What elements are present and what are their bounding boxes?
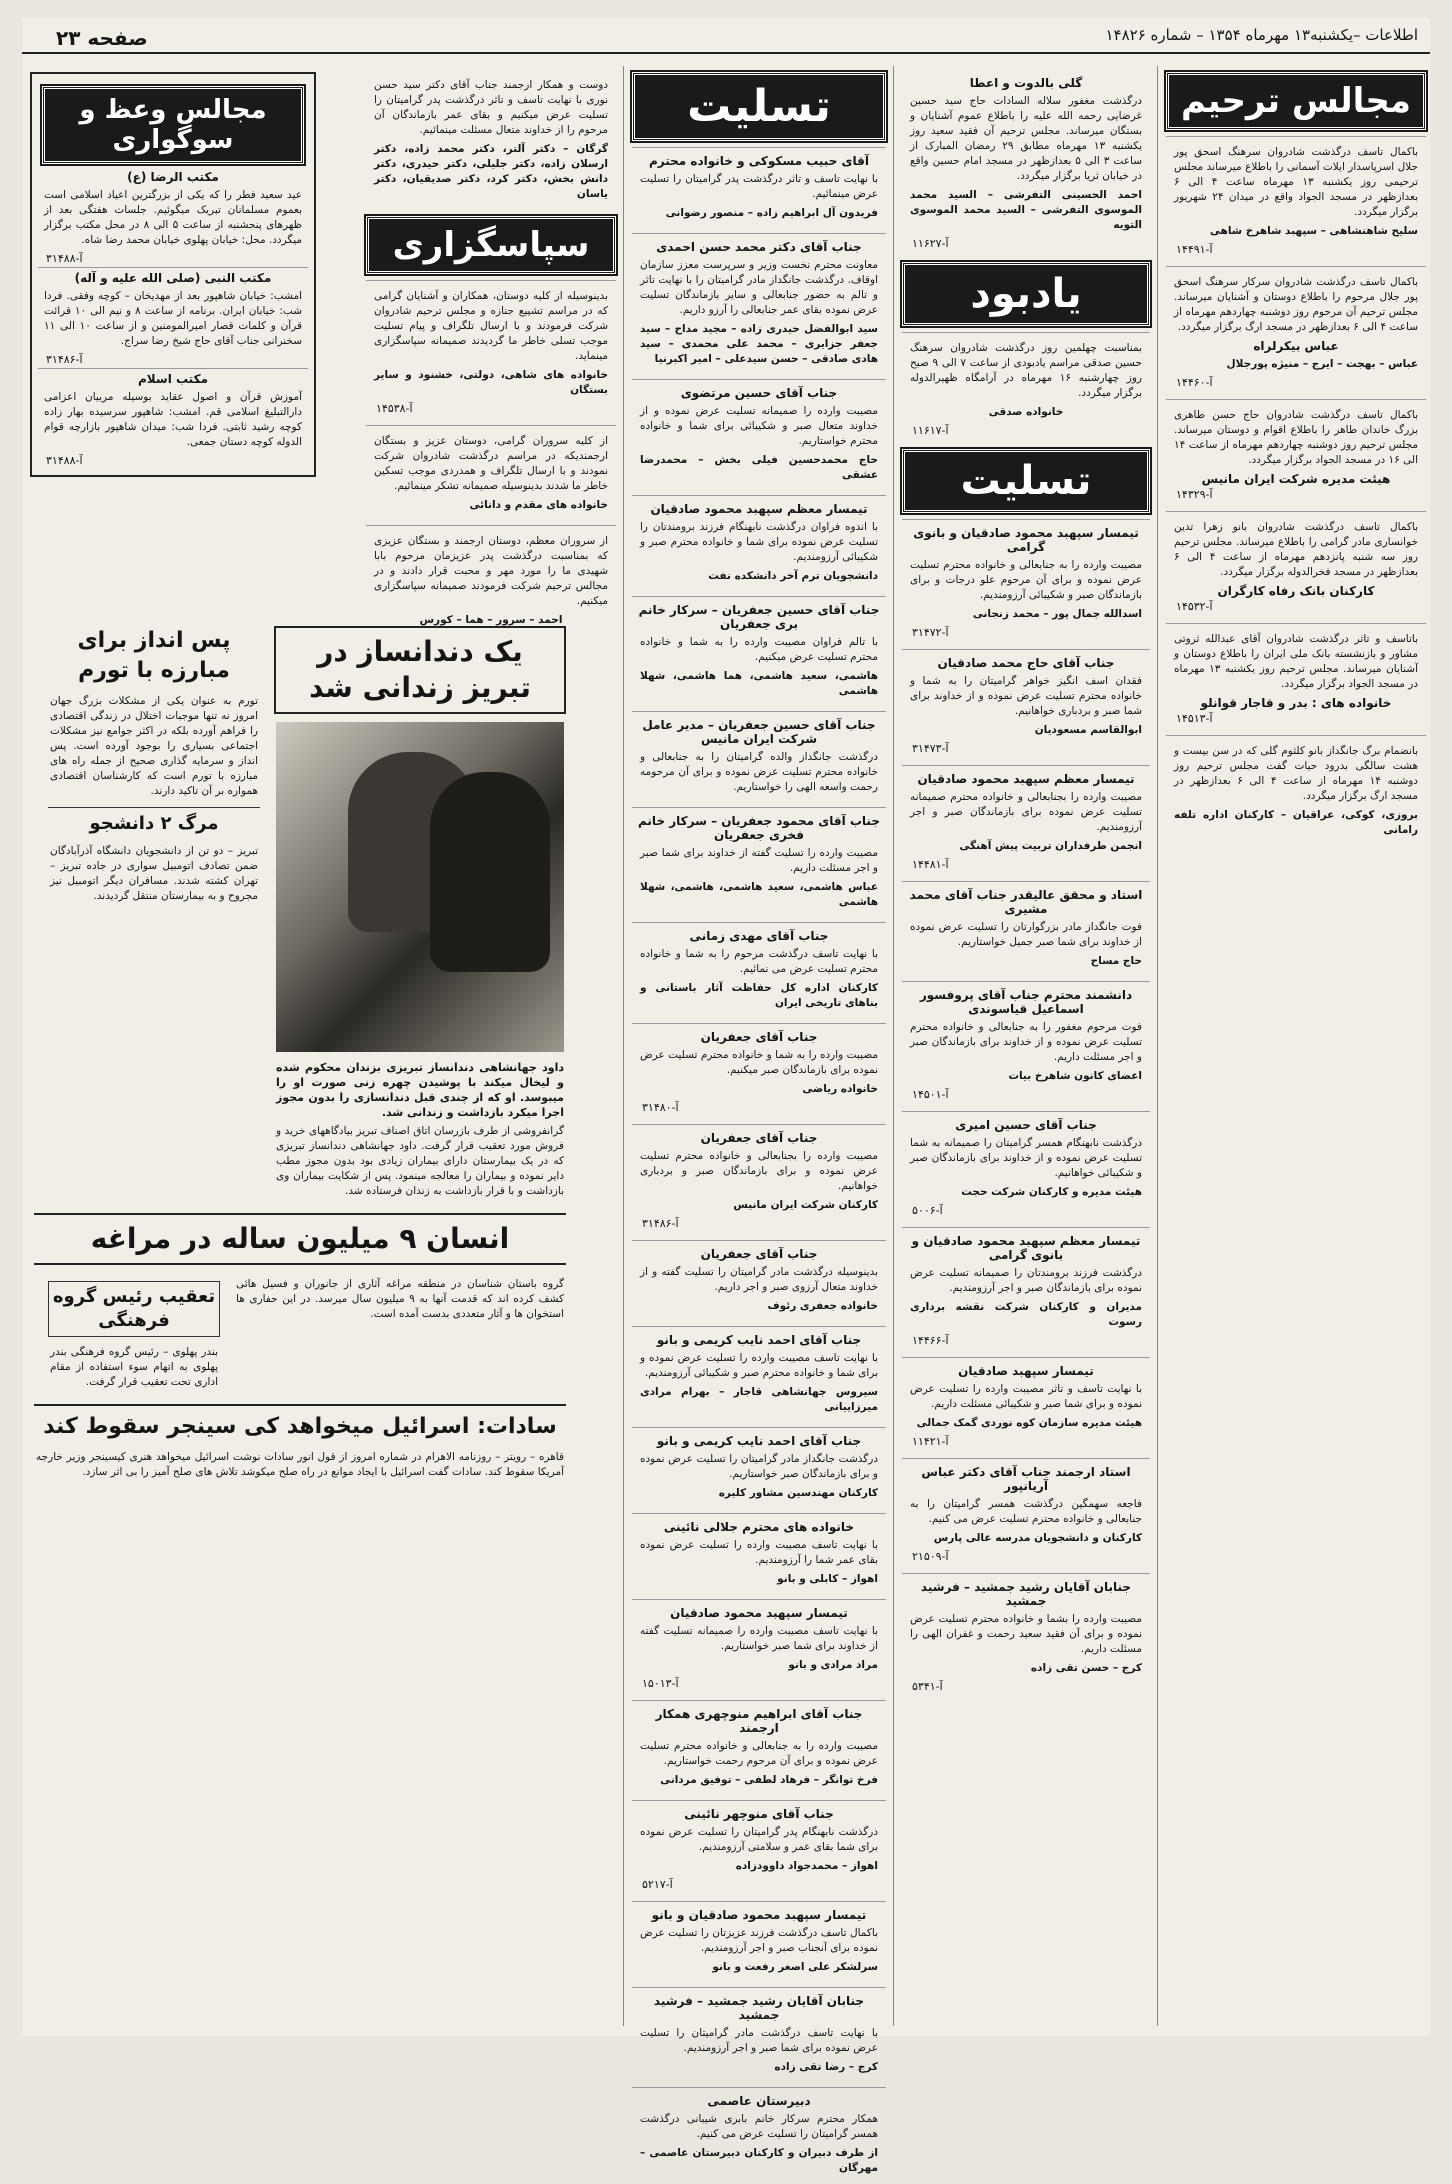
- notice-signature: گرگان – دکتر آلتر، دکتر محمد زاده، دکتر ارسلان زاده، دکتر جلیلی، دکتر حیدری، دکتر دانش بخش، دکتر کرد، دکتر صدیقیان، دکتر یاسان: [374, 143, 608, 200]
- notice-signature: اهواز – محمدجواد داوودزاده: [735, 1860, 878, 1872]
- notice-code: آ-۵۲۱۷: [642, 1878, 673, 1891]
- notice-title: جناب آقای ابراهیم منوچهری همکار ارجمند: [655, 1707, 863, 1735]
- notice-signature: سلیح شاهنشاهی – سپهبد شاهرخ شاهی: [1209, 225, 1418, 237]
- obituary-notice: [1166, 399, 1426, 507]
- notice-title: تیمسار معظم سپهبد محمود صادقیان: [650, 502, 868, 516]
- notice-signature: کارکنان شرکت ایران مانیس: [733, 1199, 878, 1211]
- notice-signature: سرلشکر علی اصغر رفعت و بانو: [712, 1961, 878, 1973]
- notice-text: درگذشت جانگداز والده گرامیتان را به جنابعالی و خانواده محترم تسلیت عرض نموده و برای آن مرحومه رحمت واسعه الهی را خواستاریم.: [640, 751, 878, 793]
- notice-signature: دانشجویان ترم آخر دانشکده نفت: [708, 570, 878, 582]
- notice-text: درگذشت فرزند برومندتان را صمیمانه تسلیت عرض نموده برای بازماندگان صبر و اجر آرزومندیم.: [910, 1267, 1142, 1294]
- condolence-notice: [632, 922, 886, 1019]
- notice-signature: عباس – بهجت – ایرج – منیژه پورجلال: [1226, 358, 1418, 370]
- section-banner-sepasgozari: سپاسگزاری: [366, 216, 616, 274]
- notice-signature: سید ابوالفضل حیدری زاده – مجید مداح – سید جعفر جزایری – محمد علی محمدی – سید هادی صادقی – حسن سیدعلی – امیر اکبرنیا: [640, 323, 878, 365]
- section-banner-sermons: مجالس وعظ و سوگواری: [42, 86, 304, 164]
- column-sermons: [30, 66, 550, 606]
- header-rule: [22, 52, 1430, 54]
- sermons-box: [30, 72, 316, 477]
- notice-code: آ-۲۱۵۰۹: [912, 1550, 949, 1563]
- condolence-notice: [632, 1800, 886, 1897]
- notice-title: عباس بیکرلراه: [1253, 339, 1339, 353]
- notice-code: آ-۱۴۴۹۱: [1176, 243, 1213, 256]
- notice-signature: حاج محمدحسین فیلی بخش – محمدرضا عشقی: [640, 454, 878, 481]
- notice-text: درگذشت نابهنگام همسر گرامیتان را صمیمانه به شما تسلیت عرض نموده و از خداوند برای بازماندگان صبر و شکیبائی خواهانیم.: [910, 1137, 1142, 1179]
- notice-text: مصیبت وارده را تسلیت گفته از خداوند برای شما صبر و اجر مسئلت داریم.: [640, 847, 878, 874]
- notice-title: خانواده های محترم جلالی نائینی: [663, 1520, 855, 1534]
- notice-text: بمناسبت چهلمین روز درگذشت شادروان سرهنگ حسین صدقی مراسم یادبودی از ساعت ۷ الی ۹ صبح روز چهارشنبه ۱۶ مهرماه در آرامگاه ظهیرالدوله برگزار میگردد.: [910, 342, 1143, 399]
- notice-text: با نهایت تاسف مصیبت وارده را صمیمانه تسلیت گفته از خداوند برای شما صبر خواستاریم.: [640, 1625, 878, 1652]
- notice-text: بانضمام برگ جانگداز بانو کلثوم گلی که در سن بیست و هشت سالگی بدرود حیات گفت مجلس ترحیم روز دوشنبه ۱۴ مهرماه از ساعت ۴ الی ۶ بعدازظهر در مسجد ارگ برگزار میگردد.: [1174, 745, 1418, 802]
- notice-text: فاجعه سهمگین درگذشت همسر گرامیتان را به جنابعالی و خانواده محترم تسلیت عرض می کنیم.: [910, 1498, 1142, 1525]
- notice-code: آ-۳۱۴۷۳: [912, 742, 949, 755]
- notice-signature: انجمن طرفداران تربیت پیش آهنگی: [959, 840, 1142, 852]
- notice-text: مصیبت وارده را به شما و خانواده محترم تسلیت عرض نموده برای بازماندگان صبر میکنیم.: [640, 1049, 878, 1076]
- story-text: بندر پهلوی – رئیس گروه فرهنگی بندر پهلوی به اتهام سوء استفاده از مقام اداری تحت تعقیب قرار گرفت.: [50, 1346, 218, 1388]
- notice-signature: عباس هاشمی، سعید هاشمی، هاشمی، شهلا هاشمی: [640, 881, 878, 908]
- notice-code: آ-۳۱۴۸۶: [46, 353, 83, 366]
- story-text: گروه باستان شناسان در منطقه مراغه آثاری از جانوران و فسیل هائی کشف کرده اند که قدمت آنها به ۹ میلیون سال میرسد. در این حفاری ها استخوان ها و آثار متعددی بدست آمده است.: [236, 1278, 564, 1320]
- notice-signature: فرخ توانگر – فرهاد لطفی – توفیق مردانی: [660, 1774, 878, 1786]
- notice-text: امشب: خیابان شاهپور بعد از مهدیخان – کوچه وفقی. فردا شب: خیابان ایران. برنامه از ساعت ۸ و نیم الی ۱۰ قرائت قرآن و کلمات قصار امیرالمومنین و از ساعت ۱۰ الی ۱۱ سخنرانی جناب آقای حاج شیخ رضا سراج.: [44, 290, 303, 347]
- condolence-notice: [632, 1901, 886, 1983]
- notice-text: با نهایت تاسف درگذشت مرحوم را به شما و خانواده محترم تسلیت عرض می نمائیم.: [640, 948, 878, 975]
- notice-signature: خانواده های مقدم و دانائی: [469, 499, 608, 511]
- condolence-notice: [632, 2087, 886, 2184]
- notice-title: جناب آقای جعفریان: [700, 1247, 818, 1261]
- notice-title: جناب آقای حسین جعفریان – مدیر عامل شرکت ایران مانیس: [642, 718, 876, 746]
- condolence-notice: [632, 1326, 886, 1423]
- condolence-notice: [632, 711, 886, 803]
- notice-title: خانواده های : بدر و قاجار قوانلو: [1200, 696, 1392, 710]
- condolence-notice: [632, 1124, 886, 1236]
- news-row-top: [30, 618, 570, 1203]
- notice-title: تیمسار سپهبد محمود صادقیان و بانوی گرامی: [913, 526, 1139, 554]
- condolence-notice: [632, 1513, 886, 1595]
- notice-title: استاد ارجمند جناب آقای دکتر عباس آریانپور: [921, 1465, 1131, 1493]
- notice-title: جناب آقای منوچهر نائینی: [684, 1807, 834, 1821]
- notice-text: با نهایت تاسف و تاثر درگذشت پدر گرامیتان را تسلیت عرض مینمائیم.: [640, 173, 878, 200]
- notice-title: استاد و محقق عالیقدر جناب آقای محمد مشیری: [909, 888, 1143, 916]
- obituary-notice: [1166, 136, 1426, 262]
- news-area: [30, 618, 570, 2026]
- column-condolences-3: [628, 66, 890, 2174]
- notice-text: باکمال تاسف درگذشت فرزند عزیزتان را تسلیت عرض نموده برای آنجناب صبر و اجر آرزومندیم.: [640, 1927, 878, 1954]
- condolence-notice: [902, 1458, 1150, 1569]
- obituary-notice: [1166, 511, 1426, 619]
- notice-signature: سیروس جهانشاهی قاجار – بهرام مرادی میرزاییانی: [640, 1386, 878, 1413]
- condolence-notice: [632, 495, 886, 592]
- condolence-notice: [632, 1599, 886, 1696]
- notice-signature: کرج – رضا تقی زاده: [774, 2061, 878, 2073]
- obituary-notice: [1166, 735, 1426, 846]
- section-banner-taslit: تسلیت: [902, 449, 1150, 513]
- column-divider: [893, 66, 894, 2026]
- notice-signature: هیئت مدیره سازمان کوه نوردی گمک جمالی: [916, 1417, 1142, 1429]
- notice-title: مکتب اسلام: [38, 368, 308, 386]
- news-photo: [276, 722, 564, 1052]
- culture-story: [44, 1273, 224, 1394]
- notice-code: آ-۳۱۴۸۰: [642, 1101, 679, 1114]
- inflation-story: [44, 618, 264, 1203]
- headline-sadat: سادات: اسرائیل میخواهد کی سینجر سقوط کند: [34, 1404, 566, 1442]
- notice-text: مصیبت وارده را به جنابعالی و خانواده محترم تسلیت عرض نموده و برای آن مرحوم علو درجات و برای بازماندگان صبر و شکیبائی آرزومندیم.: [910, 559, 1142, 601]
- condolence-notice: [632, 147, 886, 229]
- obituary-notice: [902, 70, 1150, 256]
- notice-text: با نهایت تاسف و تاثر مصیبت وارده را تسلیت عرض نموده و برای شما صبر و شکیبائی مسئلت داریم.: [910, 1383, 1142, 1410]
- column-obituaries: [1162, 66, 1430, 2026]
- notice-title: آقای حبیب مسکوکی و خانواده محترم: [648, 154, 869, 168]
- notice-text: باتاسف و تاثر درگذشت شادروان آقای عبدالله ثروتی مشاور و بازنشسته بانک ملی ایران را باطلاع دوستان و آشنایان میرساند. مجلس ترحیم روز یکشنبه ۱۳ مهرماه در مسجد الجواد برگزار میگردد.: [1174, 633, 1418, 690]
- notice-signature: خانواده های شاهی، دولتی، خشنود و سایر بستگان: [374, 369, 608, 396]
- notice-signature: اعضای کانون شاهرخ بیات: [1008, 1070, 1142, 1082]
- section-banner-yadbud: یادبود: [902, 262, 1150, 326]
- notice-code: آ-۱۴۵۳۲: [1176, 600, 1213, 613]
- notice-signature: کارکنان اداره کل حفاظت آثار باستانی و بناهای تاریخی ایران: [640, 982, 878, 1009]
- notice-code: آ-۱۴۵۱۳: [1176, 712, 1213, 725]
- notice-signature: خانواده جعفری رئوف: [767, 1300, 878, 1312]
- notice-signature: مراد مرادی و بانو: [788, 1659, 878, 1671]
- condolence-notice: [632, 233, 886, 375]
- notice-code: آ-۱۴۴۸۱: [912, 858, 949, 871]
- notice-text: مصیبت وارده را بجنابعالی و خانواده محترم تسلیت عرض نموده و برای بازماندگان صبر و بردباری خواهانیم.: [640, 1150, 878, 1192]
- notice-title: جناب آقای دکتر محمد حسن احمدی: [656, 240, 862, 254]
- notice-title: کارکنان بانک رفاه کارگران: [1217, 584, 1375, 598]
- notice-text: مصیبت وارده را بشما و خانواده محترم تسلیت عرض نموده و برای آن فقید سعید رحمت و غفران الهی را مسئلت داریم.: [910, 1613, 1142, 1655]
- notice-text: از کلیه سروران گرامی، دوستان عزیز و بستگان ارجمندیکه در مراسم درگذشت شادروان شرکت نمودند و با ارسال تلگراف و همدردی موجب تسکین خاطر ما شدند بدینوسیله صمیمانه تشکر مینمائیم.: [374, 435, 608, 492]
- notice-code: آ-۱۴۵۳۸: [376, 402, 413, 415]
- column-condolences-2: [898, 66, 1154, 2026]
- notice-signature: هیئت مدیره و کارکنان شرکت حجت: [961, 1186, 1142, 1198]
- notice-text: باکمال تاسف درگذشت شادروان سرکار سرهنگ اسحق پور جلال مرحوم را باطلاع دوستان و آشنایان میرساند. مجلس ترحیم آن مرحوم روز دوشنبه چهاردهم مهرماه از ساعت ۴ الی ۶ بعدازظهر در مسجد ارگ برگزار میگردد.: [1174, 276, 1418, 333]
- condolence-notice: [902, 1227, 1150, 1353]
- condolence-notice: [902, 881, 1150, 977]
- notice-text: همکار محترم سرکار خانم بابری شیبانی درگذشت همسر گرامیتان را تسلیت عرض می کنیم.: [640, 2113, 878, 2140]
- notice-signature: کارکنان و دانشجویان مدرسه عالی پارس: [933, 1532, 1142, 1544]
- column-divider: [623, 66, 624, 2026]
- notice-code: آ-۱۱۶۲۷: [912, 237, 949, 250]
- notice-signature: ابوالقاسم مسعودیان: [1034, 724, 1142, 736]
- condolence-notice: [632, 1700, 886, 1796]
- notice-text: آموزش قرآن و اصول عقاید بوسیله مربیان اعزامی دارالتبلیغ اسلامی قم. امشب: شاهپور سرسیده بهار زاده کوچه رشید ثابتی. فردا شب: میدان شاهپور بازارچه قوام الدوله کوچه دستان جمعی.: [44, 391, 302, 448]
- notice-text: مصیبت وارده را صمیمانه تسلیت عرض نموده و از خداوند متعال صبر و شکیبائی برای شما و خانواده محترم خواستاریم.: [640, 405, 878, 447]
- headline-maragheh: انسان ۹ میلیون ساله در مراغه: [34, 1213, 566, 1265]
- notice-text: از سروران معظم، دوستان ارجمند و بستگان عزیزی که بمناسبت درگذشت پدر عزیزمان مرحوم بابا شهیدی ما را مورد مهر و محبت قرار دادند و در مجالس ترحیم شرکت فرمودند صمیمانه سپاسگزاری میکنیم.: [374, 535, 608, 607]
- notice-title: جنابان آقایان رشید جمشید – فرشید جمشید: [920, 1580, 1132, 1608]
- notice-signature: مدیران و کارکنان شرکت نقشه برداری رسوت: [910, 1301, 1142, 1328]
- condolence-notice: [902, 981, 1150, 1107]
- notice-text: باکمال تاسف درگذشت شادروان حاج حسن طاهری بزرگ خاندان طاهر را باطلاع اقوام و دوستان میرساند. مجلس ترحیم روز دوشنبه چهاردهم مهرماه از ساعت ۱۴ الی ۱۶ در مسجد الجواد برگزار میگردد.: [1174, 409, 1418, 466]
- notice-text: درگذشت مغفور سلاله السادات حاج سید حسین غرضایی رحمه الله علیه را باطلاع عموم آشنایان و بستگان میرساند. مجلس ترحیم آن فقید سعید روز یکشنبه ۱۳ مهرماه مطابق ۲۹ رمضان المبارک از ساعت ۳ الی ۵ بعدازظهر در مسجد امام حسین واقع در خیابان ثریا برگزار میگردد.: [910, 95, 1142, 182]
- notice-title: تیمسار سپهبد محمود صادقیان و بانو: [651, 1908, 867, 1922]
- notice-text: بدینوسیله درگذشت مادر گرامیتان را تسلیت گفته و از خداوند متعال آرزوی صبر و اجر داریم.: [640, 1266, 878, 1293]
- obituary-notice: [1166, 266, 1426, 395]
- notice-text: فوت مرحوم مغفور را به جنابعالی و خانواده محترم تسلیت عرض نموده و از خداوند برای بازماندگان صبر و اجر مسئلت داریم.: [910, 1021, 1142, 1063]
- notice-title: دبیرستان عاصمی: [707, 2094, 811, 2108]
- newspaper-page: [22, 18, 1430, 2174]
- notice-text: مصیبت وارده را بجنابعالی و خانواده محترم صمیمانه تسلیت عرض نموده برای بازماندگان صبر و اجر آرزومندیم.: [910, 791, 1142, 833]
- notice-text: درگذشت نابهنگام پدر گرامیتان را تسلیت عرض نموده برای شما بقای عمر و سلامتی آرزومندیم.: [640, 1826, 878, 1853]
- notice-signature: حاج مساح: [1090, 955, 1142, 967]
- story-text: گرانفروشی از طرف بازرسان اتاق اصناف تبریز بیادگاههای خرید و فروش مورد تعقیب قرار گرفت. داود جهانشاهی دندانساز تبریزی که در یک بیمارستان دارای بیماران زیادی بود بدون مجوز مطب دایر نموده و بیماران را معالجه مینمود. پس از شکایت بیماران وی بازداشت و با قرار بازداشت به زندان فرستاده شد.: [276, 1125, 564, 1197]
- story-text: تورم به عنوان یکی از مشکلات بزرگ جهان امروز نه تنها موجبات اختلال در زندگی اقتصادی را فراهم آورده بلکه در اکثر جوامع نیز مشکلات اجتماعی بسیاری را بوجود آورده است. پس انداز و سرمایه گذاری صحیح از جمله راه های مبارزه با تورم است که کارشناسان اقتصادی همواره بر آن تاکید دارند.: [50, 695, 258, 797]
- notice-title: جناب آقای احمد نایب کریمی و بانو: [656, 1434, 862, 1448]
- notice-signature: هاشمی، سعید هاشمی، هما هاشمی، شهلا هاشمی: [640, 670, 878, 697]
- headline-inflation: پس انداز برای مبارزه با تورم: [77, 628, 231, 683]
- notice-signature: اهواز – کابلی و بانو: [777, 1573, 878, 1585]
- notice-text: باکمال تاسف درگذشت شادروان سرهنگ اسحق پور جلال اسرپاسدار ایلات آسمانی را باطلاع میرساند مجلس ترحیمی روز یکشنبه ۱۳ مهرماه ساعت ۴ الی ۶ بعدازظهر در مسجد الجواد واقع در میدان ۲۴ شهریور برگزار میگردد.: [1174, 146, 1419, 218]
- notice-title: جناب آقای محمود جعفریان – سرکار خانم فخری جعفریان: [638, 814, 880, 842]
- notice-code: آ-۱۱۶۱۷: [912, 424, 949, 437]
- condolence-notice: [902, 1357, 1150, 1454]
- notice-title: جناب آقای احمد نایب کریمی و بانو: [656, 1333, 862, 1347]
- condolence-notice: [902, 649, 1150, 761]
- notice-title: جناب آقای حسین جعفریان – سرکار خانم بری جعفریان: [638, 603, 880, 631]
- notice-title: جنابان آقایان رشید جمشید – فرشید جمشید: [653, 1994, 865, 2022]
- notice-code: آ-۳۱۴۸۸: [46, 454, 83, 467]
- condolence-notice: [902, 519, 1150, 645]
- memorial-notice: [902, 332, 1150, 443]
- notice-text: معاونت محترم نخست وزیر و سرپرست معزز سازمان اوقاف. درگذشت جانگداز مادر گرامیتان را با نهایت تاثر و تالم به حضور جنابعالی و سایر بازماندگان تسلیت عرض نموده بقای عمر جنابعالی را آرزو داریم.: [640, 259, 878, 316]
- notice-code: آ-۳۱۴۸۶: [642, 1217, 679, 1230]
- notice-text: درگذشت جانگداز مادر گرامیتان را تسلیت عرض نموده و برای بازماندگان صبر خواستاریم.: [640, 1453, 878, 1480]
- headline-dentist: یک دندانساز در تبریز زندانی شد: [274, 626, 566, 714]
- notice-text: با نهایت تاسف مصیبت وارده را تسلیت عرض نموده و برای شما و خانواده محترم صبر و شکیبائی آرزومندیم.: [640, 1352, 878, 1379]
- notice-text: با نهایت تاسف درگذشت مادر گرامیتان را تسلیت عرض نموده برای شما صبر و اجر آرزومندیم.: [640, 2027, 878, 2054]
- maragheh-story: [230, 1273, 570, 1394]
- notice-title: جناب آقای جعفریان: [700, 1030, 818, 1044]
- notice-signature: احمد – سرور – هما – کورس: [419, 614, 563, 626]
- condolence-notice: [632, 807, 886, 918]
- notice-title: تیمسار معظم سپهبد محمود صادقیان و بانوی گرامی: [911, 1234, 1141, 1262]
- notice-text: فقدان اسف انگیز خواهر گرامیتان را به شما و خانواده محترم تسلیت عرض نموده و از خداوند برای شما صبر و بردباری خواهانیم.: [910, 675, 1142, 717]
- notice-code: آ-۳۱۴۷۲: [912, 626, 949, 639]
- notice-code: آ-۱۴۳۲۹: [1176, 488, 1213, 501]
- story-text: تبریز – دو تن از دانشجویان دانشگاه آذرآبادگان ضمن تصادف اتومبیل سواری در جاده تبریز – تهران کشته شدند. مسافران دیگر اتومبیل نیز مجروح و به بیمارستان منتقل گردیدند.: [50, 845, 258, 902]
- notice-code: آ-۱۵۰۱۳: [642, 1677, 679, 1690]
- notice-title: گلی بالدوت و اعطا: [969, 76, 1083, 90]
- notice-title: مکتب الرضا (ع): [127, 170, 219, 184]
- condolence-notice: [632, 596, 886, 707]
- notice-code: آ-۱۴۴۶۶: [912, 1334, 949, 1347]
- notice-signature: فریدون آل ابراهیم زاده – منصور رضوانی: [665, 207, 878, 219]
- obituary-notice: [1166, 623, 1426, 731]
- header-page-number: صفحه ۲۳: [56, 26, 148, 50]
- notice-code: آ-۱۴۵۰۱: [912, 1088, 949, 1101]
- notice-title: تیمسار سپهبد صادقیان: [958, 1364, 1094, 1378]
- story-text: قاهره – رویتر – روزنامه الاهرام در شماره امروز از قول انور سادات نوشت اسرائیل میخواهد هنری کیسینجر وزیر خارجه آمریکا سقوط کند. سادات گفت اسرائیل با ایجاد موانع در راه صلح میکوشد تلاش های صلح آمیز را بی اثر سازد.: [36, 1451, 564, 1478]
- notice-title: مکتب النبی (صلی الله علیه و آله): [38, 267, 308, 285]
- notice-text: بدینوسیله از کلیه دوستان، همکاران و آشنایان گرامی که در مراسم تشییع جنازه و مجلس ترحیم شادروان شرکت فرمودند و با ارسال تلگراف و پیام تسلیت موجب تسلی خاطر ما گردیدند صمیمانه سپاسگزاری مینماید.: [374, 290, 608, 362]
- news-row-bottom: [30, 1273, 570, 1394]
- notice-text: دوست و همکار ارجمند جناب آقای دکتر سید حسن نوری با نهایت تاسف و تاثر درگذشت پدر گرامیتان را تسلیت عرض میکنیم و بقای عمر بازماندگان آن مرحوم را از خداوند متعال مسئلت مینمائیم.: [374, 79, 608, 136]
- notice-text: با اندوه فراوان درگذشت نابهنگام فرزند برومندتان را تسلیت عرض نموده برای شما و خانواده محترم صبر و شکیبائی آرزومندیم.: [640, 521, 878, 563]
- condolence-notice: [632, 1023, 886, 1120]
- notice-signature: کارکنان مهندسین مشاور کلیره: [718, 1487, 878, 1499]
- header-issue-info: اطلاعات –یکشنبه۱۳ مهرماه ۱۳۵۴ – شماره ۱۴۸۲۶: [1105, 26, 1418, 44]
- notice-code: آ-۱۴۴۶۰: [1176, 376, 1213, 389]
- condolence-notice: [632, 379, 886, 491]
- notice-title: جناب آقای مهدی زمانی: [689, 929, 829, 943]
- headline-culture: تعقیب رئیس گروه فرهنگی: [48, 1281, 220, 1337]
- condolence-notice: [902, 1111, 1150, 1223]
- notice-signature: خانواده صدقی: [988, 406, 1064, 418]
- notice-title: جناب آقای حسین امیری: [955, 1118, 1097, 1132]
- condolence-notice: [902, 1573, 1150, 1699]
- notice-text: با نهایت تاسف مصیبت وارده را تسلیت عرض نموده بقای عمر شما را آرزومندیم.: [640, 1539, 878, 1566]
- condolence-notice: [632, 1240, 886, 1322]
- notice-title: جناب آقای حسین مرتضوی: [680, 386, 838, 400]
- notice-signature: اسدالله جمال پور – محمد زنجانی: [972, 608, 1142, 620]
- condolence-notice: [632, 1987, 886, 2083]
- section-banner-tarhim: مجالس ترحیم: [1166, 72, 1426, 130]
- dentist-story: [270, 618, 570, 1203]
- condolence-notice: [632, 1427, 886, 1509]
- notice-text: فوت جانگداز مادر بزرگوارتان را تسلیت عرض نموده از خداوند برای شما صبر جمیل خواستاریم.: [910, 921, 1142, 948]
- notice-title: تیمسار سپهبد محمود صادقیان: [670, 1606, 848, 1620]
- notice-signature: احمد الحسینی التفرشی – السید محمد الموسوی التفرشی – السید محمد الموسوی التویه: [910, 189, 1142, 231]
- notice-title: دانشمند محترم جناب آقای پروفسور اسماعیل قیاسوندی: [919, 988, 1133, 1016]
- notice-text: باکمال تاسف درگذشت شادروان بانو زهرا تدین خوانساری مادر گرامی را باطلاع میرساند. مجلس ترحیم روز سه شنبه پانزدهم مهرماه از ساعت ۴ الی ۶ بعدازظهر در مسجد فخرالدوله برگزار میگردد.: [1174, 521, 1419, 578]
- notice-text: عید سعید فطر را که یکی از بزرگترین اعیاد اسلامی است بعموم مسلمانان تبریک میگوئیم. جلسات هفتگی بعد از ظهرهای پنجشنبه از ساعت ۵ الی ۸ در محل مکتب برگزار میگردد. محل: خیابان پهلوی خیابان محمد رضا شاه.: [44, 189, 303, 246]
- notice-signature: از طرف دبیران و کارکنان دبیرستان عاصمی – مهرگان: [640, 2147, 878, 2174]
- notice-signature: کرج – حسن تقی زاده: [1030, 1662, 1142, 1674]
- photo-caption: داود جهانشاهی دندانساز تبریزی بزندان محکوم شده و لیخال میکند با پوشیدن چهره زنی صورت او را میبوسد. او که از چندی قبل دندانسازی را بدون مجوز اجرا میکرد بازداشت و زندانی شد.: [276, 1061, 564, 1119]
- column-divider: [1157, 66, 1158, 2026]
- headline-students: مرگ ۲ دانشجو: [48, 807, 260, 836]
- notice-title: جناب آقای جعفریان: [700, 1131, 818, 1145]
- notice-title: جناب آقای حاج محمد صادقیان: [937, 656, 1115, 670]
- notice-title: تیمسار معظم سپهبد محمود صادقیان: [917, 772, 1135, 786]
- notice-code: آ-۵۰۰۶: [912, 1204, 943, 1217]
- notice-signature: خانواده ریاضی: [802, 1083, 878, 1095]
- section-banner-taslit: تسلیت: [632, 72, 886, 141]
- notice-title: هیئت مدیره شرکت ایران مانیس: [1201, 472, 1391, 486]
- notice-code: آ-۳۱۴۸۸: [46, 252, 83, 265]
- photo-figure: [430, 772, 550, 972]
- notice-text: مصیبت وارده را به جنابعالی و خانواده محترم تسلیت عرض نموده و برای آن مرحوم رحمت خواستاریم.: [640, 1740, 878, 1767]
- condolence-notice: [902, 765, 1150, 877]
- notice-signature: بروزی، کوکی، عراقیان – کارکنان اداره تلفه رامانی: [1174, 809, 1418, 836]
- notice-text: با تالم فراوان مصیبت وارده را به شما و خانواده محترم تسلیت عرض میکنیم.: [640, 636, 878, 663]
- notice-code: آ-۵۳۴۱: [912, 1680, 943, 1693]
- notice-code: آ-۱۱۴۲۱: [912, 1435, 949, 1448]
